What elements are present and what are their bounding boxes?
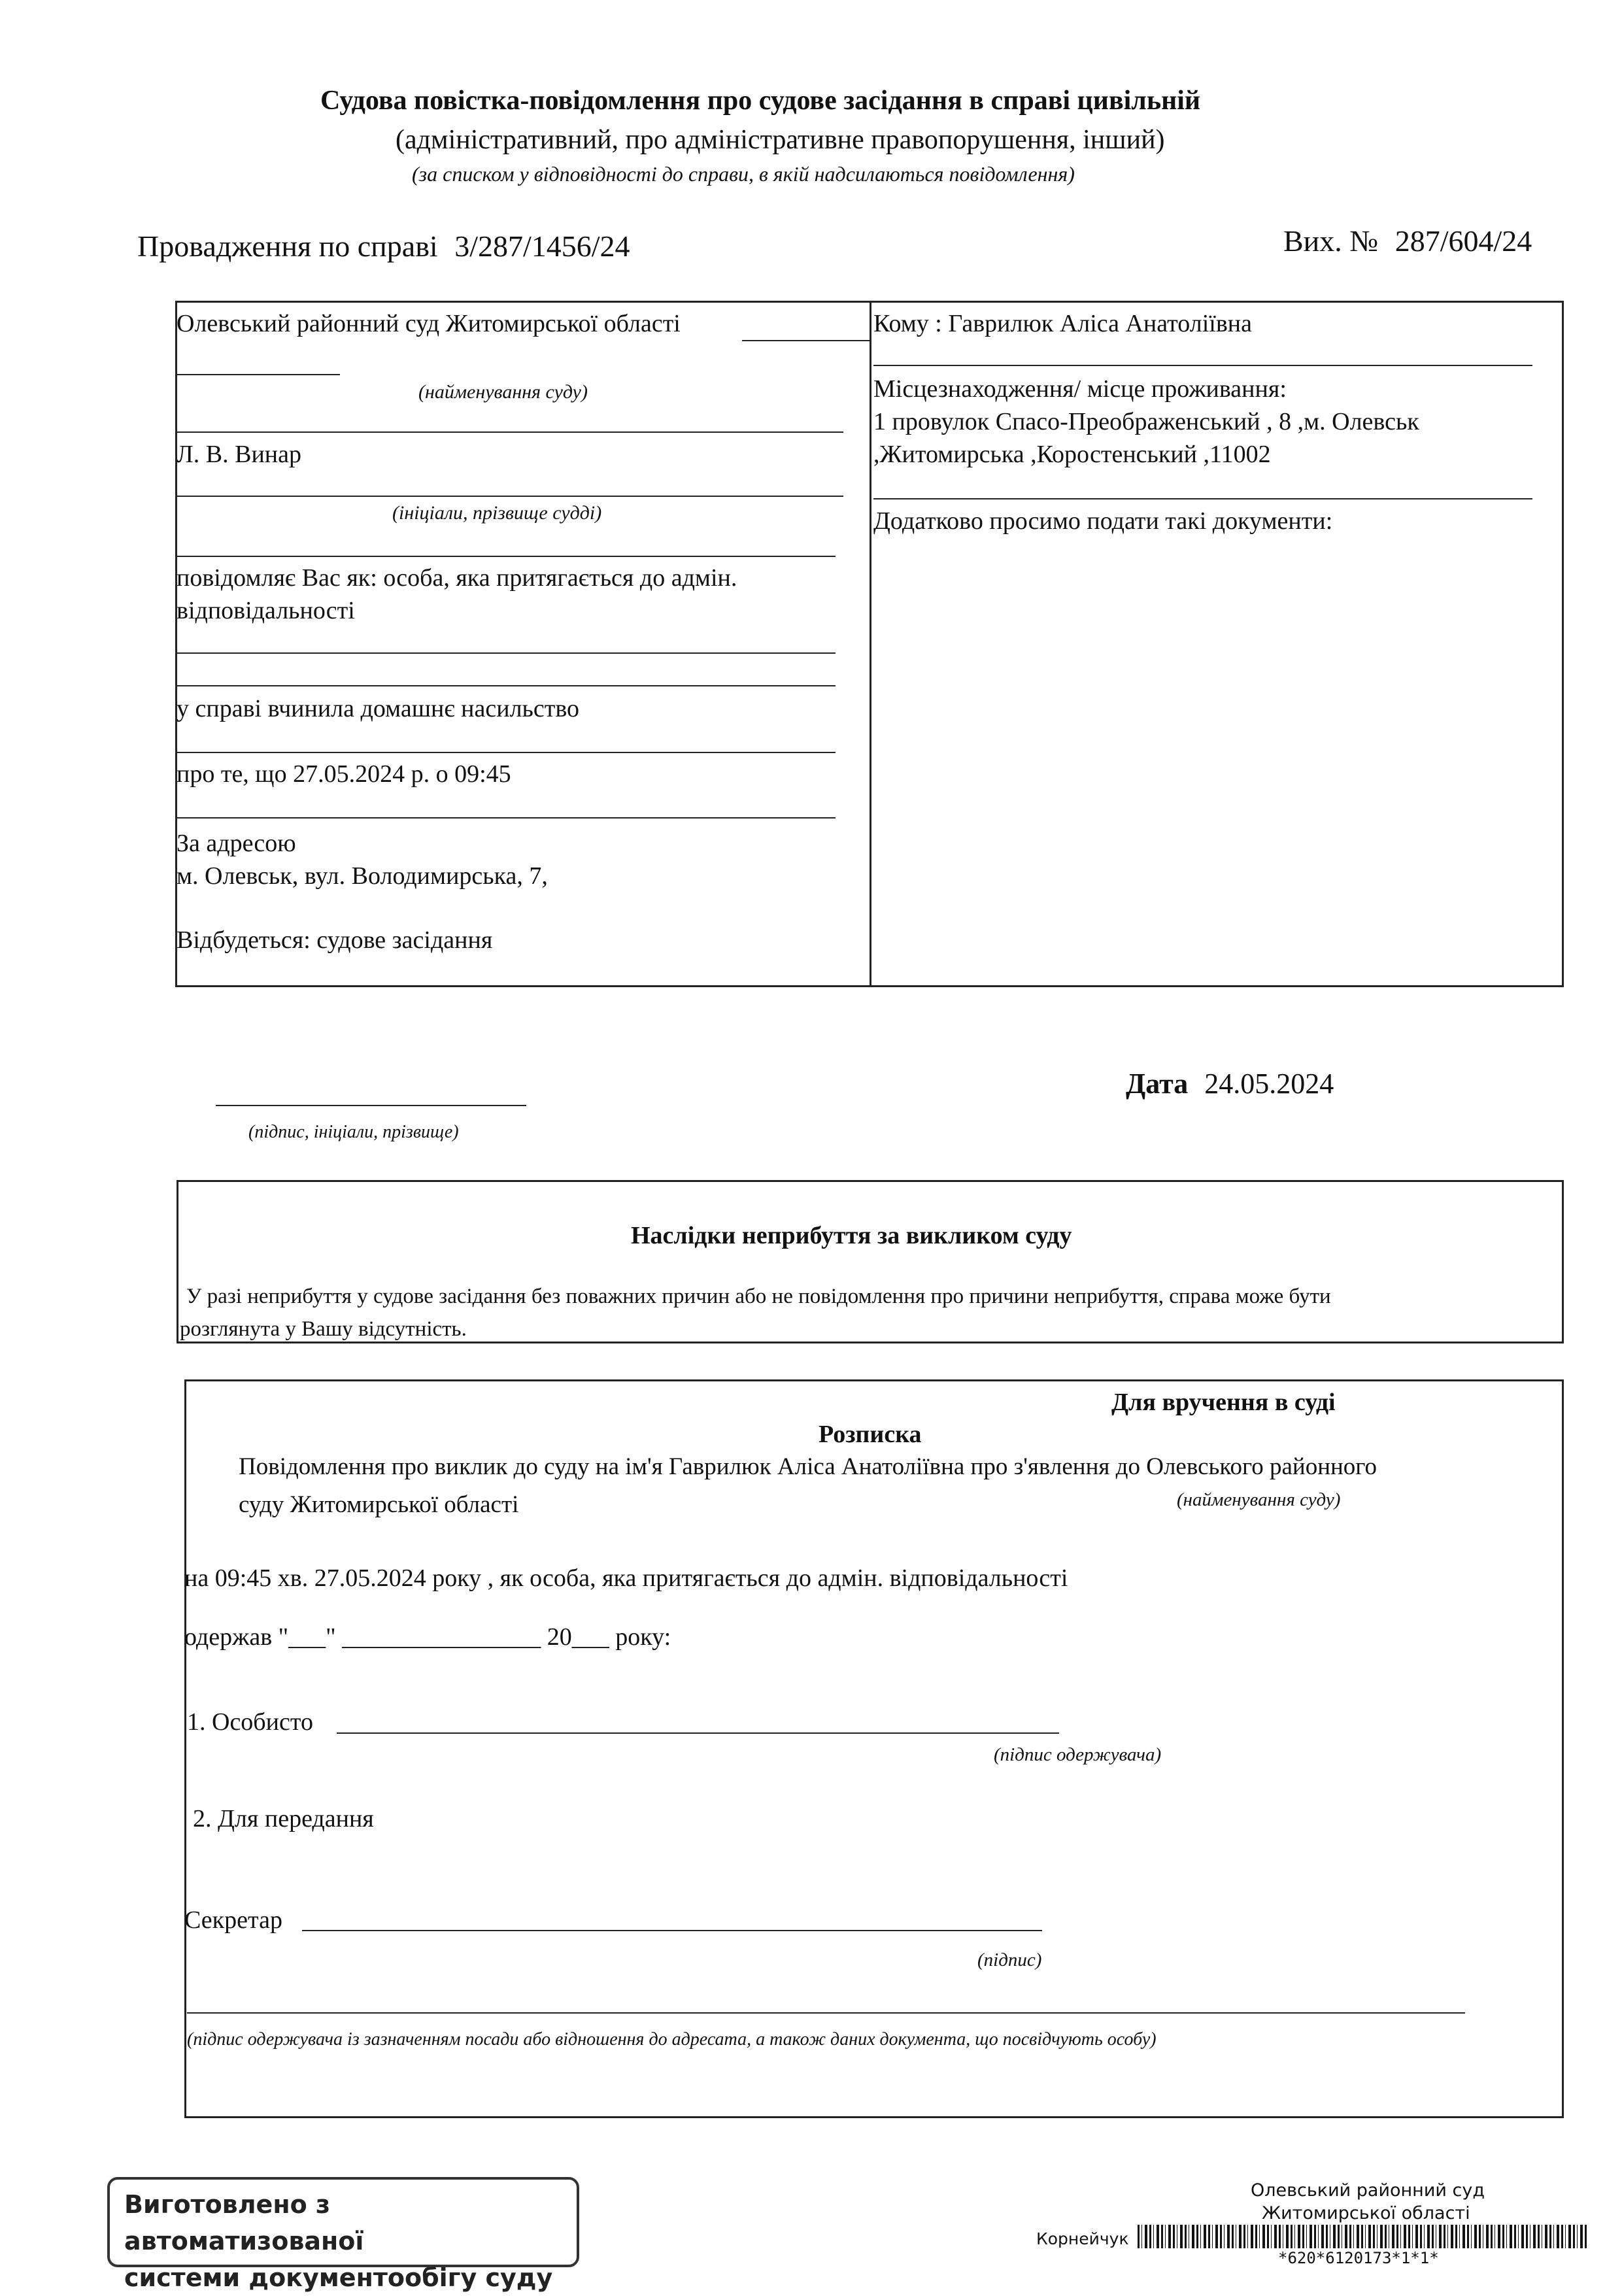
personally-hint: (підпис одержувача) <box>994 1744 1162 1765</box>
address-label: За адресою <box>177 830 296 857</box>
receipt-title: Розписка <box>819 1421 922 1448</box>
transfer-label: 2. Для передання <box>193 1805 374 1832</box>
outgoing-number: 287/604/24 <box>1394 224 1532 258</box>
court-fill-line-2 <box>177 374 340 375</box>
location-underline <box>873 498 1532 499</box>
date-label: Дата <box>1126 1068 1189 1100</box>
recipient-line: Кому : Гаврилюк Аліса Анатоліївна <box>873 310 1252 337</box>
receipt-hearing-line: на 09:45 хв. 27.05.2024 року , як особа, яка притягається до адмін. відповідальності <box>184 1564 1068 1592</box>
document-subtitle: (адміністративний, про адміністративне правопорушення, інший) <box>396 125 1165 155</box>
judge-name: Л. В. Винар <box>177 441 302 468</box>
date-value: 24.05.2024 <box>1204 1068 1334 1100</box>
receipt-court-hint: (найменування суду) <box>1177 1489 1341 1510</box>
recipient-signature-hint: (підпис одержувача із зазначенням посади або відношення до адресата, а також даних документа, що посвідчують особу) <box>187 2029 1157 2050</box>
consequences-line2: розглянута у Вашу відсутність. <box>180 1317 467 1341</box>
notify-role-line1: повідомляє Вас як: особа, яка притягається до адмін. <box>177 564 737 592</box>
location-line1: 1 провулок Спасо-Преображенський , 8 ,м. Олевськ <box>873 408 1419 435</box>
footer-court-line2: Житомирської області <box>1262 2203 1470 2223</box>
barcode <box>1138 2225 1589 2248</box>
received-line: одержав "___" ________________ 20___ року: <box>184 1623 671 1651</box>
notify-underline-1 <box>177 652 836 654</box>
case-number: 3/287/1456/24 <box>454 229 630 263</box>
stamp-line1: Виготовлено з автоматизованої <box>124 2190 364 2255</box>
personally-signature-line <box>337 1732 1059 1734</box>
document-note: (за списком у відповідності до справи, в якій надсилаються повідомлення) <box>412 162 1075 186</box>
secretary-label: Секретар <box>184 1906 282 1934</box>
notify-underline-2 <box>177 685 836 686</box>
edms-stamp <box>107 2177 579 2292</box>
receipt-line1: Повідомлення про виклик до суду на ім'я Гаврилюк Аліса Анатоліївна про з'явлення до Олевського районного <box>239 1453 1377 1480</box>
outgoing-number-line <box>1283 224 1532 258</box>
receipt-line2: суду Житомирської області <box>239 1491 519 1518</box>
case-description: у справі вчинила домашнє насильство <box>177 695 580 722</box>
footer-court-line1: Олевський районний суд <box>1251 2180 1485 2201</box>
document-title: Судова повістка-повідомлення про судове засідання в справі цивільній <box>320 86 1201 116</box>
location-line2: ,Житомирська ,Коростенський ,11002 <box>873 441 1271 468</box>
recipient-signature-line <box>187 2012 1465 2014</box>
personally-label: 1. Особисто <box>187 1708 313 1736</box>
case-label: Провадження по справі <box>137 229 438 263</box>
event-line: Відбудеться: судове засідання <box>177 926 493 954</box>
for-court-label: Для вручення в суді <box>1111 1389 1336 1416</box>
case-number-line <box>137 229 630 263</box>
consequences-title: Наслідки неприбуття за викликом суду <box>631 1222 1072 1249</box>
secretary-hint: (підпис) <box>977 1950 1042 1970</box>
court-underline <box>177 431 843 433</box>
column-divider <box>870 301 871 987</box>
court-name: Олевський районний суд Житомирської області <box>177 310 681 337</box>
court-hint: (найменування суду) <box>418 381 588 403</box>
judge-hint: (ініціали, прізвище судді) <box>392 502 602 524</box>
secretary-signature-line <box>302 1930 1042 1931</box>
operator-name: Корнейчук <box>1036 2229 1129 2248</box>
case-underline <box>177 752 836 753</box>
court-fill-line <box>742 340 870 341</box>
stamp-line2: системи документообігу суду <box>124 2263 553 2292</box>
judge-hint-underline <box>177 556 836 557</box>
datetime-underline <box>177 817 836 819</box>
outgoing-label: Вих. № <box>1283 224 1379 258</box>
judge-underline <box>177 496 843 497</box>
documents-label: Додатково просимо подати такі документи: <box>873 507 1333 535</box>
document-date <box>1126 1067 1334 1100</box>
consequences-line1: У разі неприбуття у судове засідання без поважних причин або не повідомлення про причини неприбуття, справа може бути <box>186 1285 1331 1308</box>
recipient-underline <box>873 365 1532 366</box>
address-value: м. Олевськ, вул. Володимирська, 7, <box>177 862 548 890</box>
location-label: Місцезнаходження/ місце проживання: <box>873 375 1287 403</box>
barcode-text: *620*6120173*1*1* <box>1278 2249 1439 2267</box>
notify-role-line2: відповідальності <box>177 597 355 624</box>
signature-line <box>216 1105 526 1106</box>
hearing-datetime: про те, що 27.05.2024 р. о 09:45 <box>177 760 511 788</box>
signature-hint: (підпис, ініціали, прізвище) <box>248 1122 459 1142</box>
